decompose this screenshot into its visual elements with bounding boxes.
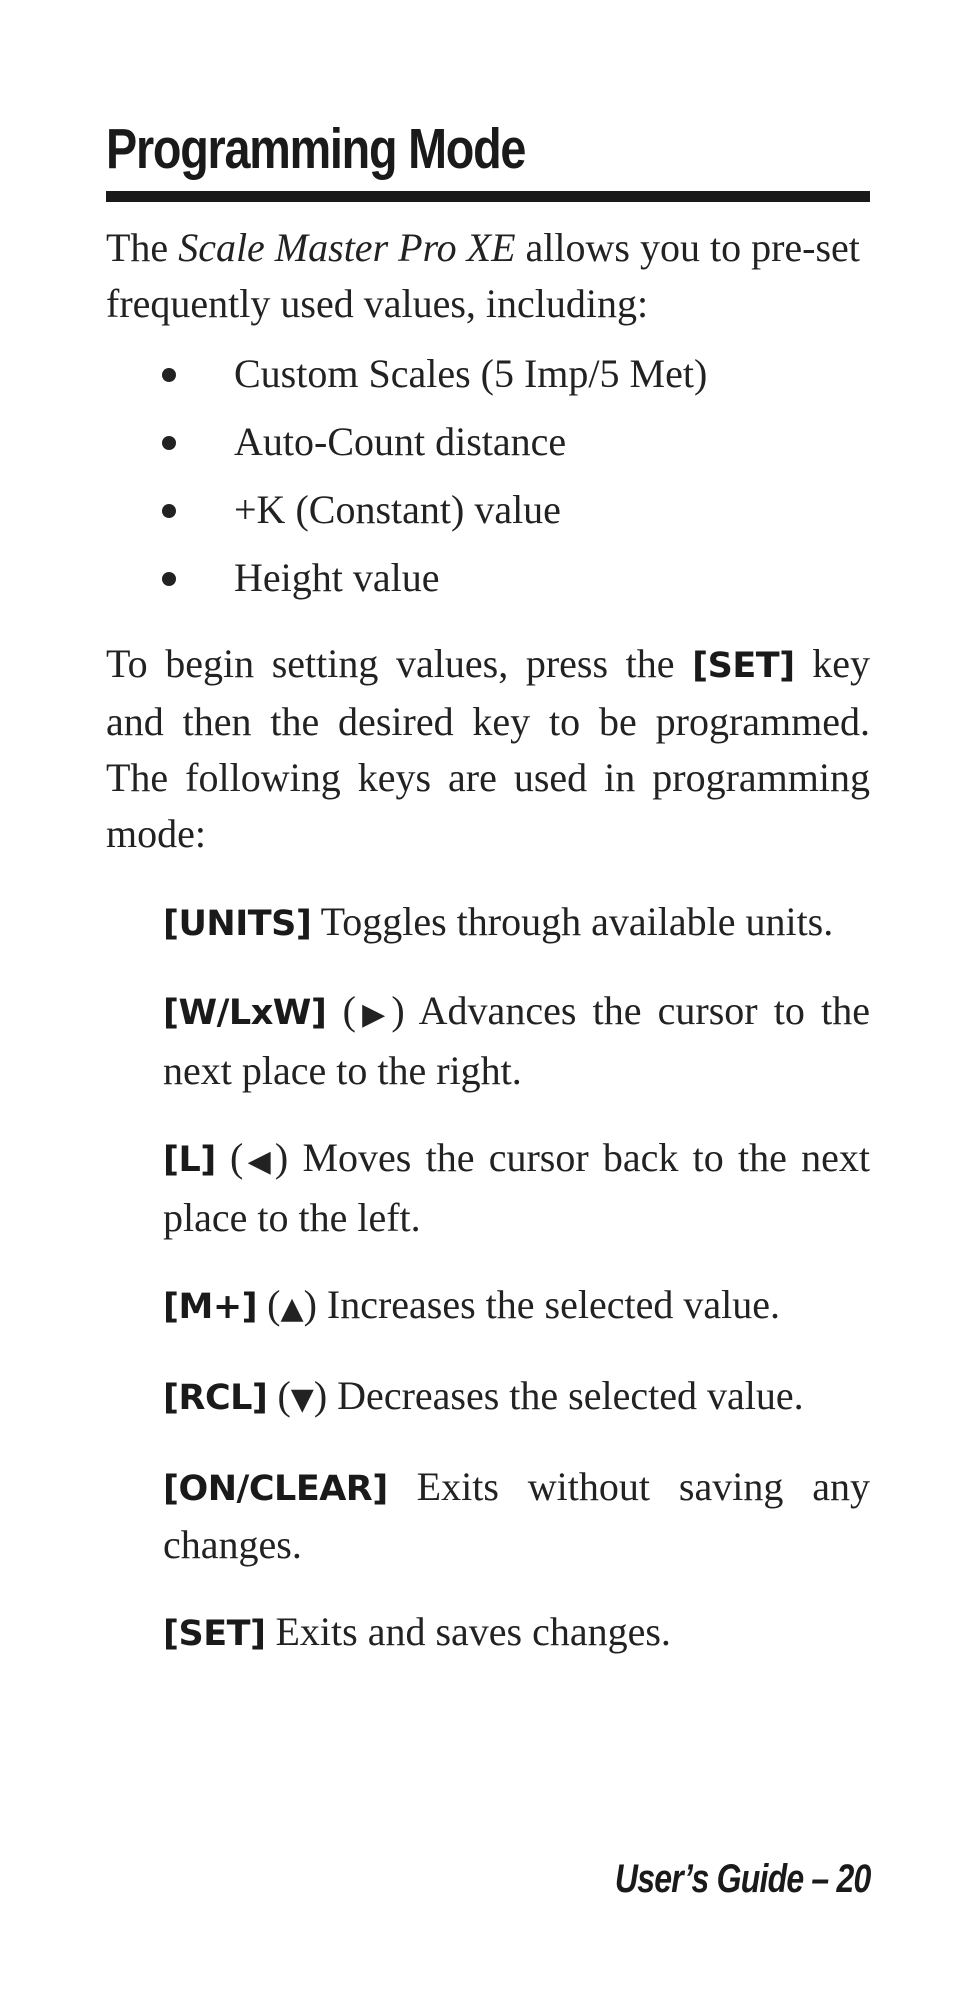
key-item-l: [L] (◀) Moves the cursor back to the next place to the left. <box>163 1134 870 1240</box>
list-item-text: Auto-Count distance <box>234 418 567 464</box>
list-item <box>106 340 870 408</box>
up-arrow-icon: ▲ <box>280 1290 304 1326</box>
instructions-suffix: key and then the desired key to be programmed. The following keys are used in programming mode: <box>106 640 870 856</box>
key-label: [L] <box>163 1139 216 1180</box>
bullet-icon <box>162 572 176 586</box>
key-description: Exits and saves changes. <box>275 1608 671 1654</box>
key-label: [ON/CLEAR] <box>163 1468 388 1509</box>
list-item-text: Custom Scales (5 Imp/5 Met) <box>234 350 708 396</box>
list-item-text: Height value <box>234 554 440 600</box>
key-label: [UNITS] <box>163 903 312 944</box>
intro-prefix: The <box>106 224 179 270</box>
left-arrow-icon: ◀ <box>243 1143 275 1179</box>
key-description: Moves the cursor back to the next place to the left. <box>163 1134 870 1240</box>
key-item-set <box>163 1604 870 1662</box>
title-rule <box>106 191 870 202</box>
down-arrow-icon: ▼ <box>290 1381 314 1417</box>
instructions-prefix: To begin setting values, press the <box>106 640 693 686</box>
page-content <box>106 118 870 1693</box>
key-item-units <box>163 894 870 952</box>
bullet-icon <box>162 368 176 382</box>
key-label: [RCL] <box>163 1377 268 1418</box>
preset-list <box>106 340 870 612</box>
page-title: Programming Mode <box>106 117 526 181</box>
key-description: Increases the selected value. <box>326 1281 780 1327</box>
key-descriptions <box>106 894 870 1662</box>
key-description: Decreases the selected value. <box>337 1372 804 1418</box>
key-item-wlxw: [W/LxW] (▶) Advances the cursor to the next place to the right. <box>163 987 870 1093</box>
key-label: [SET] <box>163 1613 266 1654</box>
bullet-icon <box>162 436 176 450</box>
list-item <box>106 476 870 544</box>
key-description: Advances the cursor to the next place to the right. <box>163 987 870 1093</box>
intro-paragraph <box>106 220 870 332</box>
list-item <box>106 408 870 476</box>
instructions-paragraph <box>106 636 870 862</box>
key-label: [M+] <box>163 1286 258 1327</box>
list-item-text: +K (Constant) value <box>234 486 561 532</box>
key-label: [W/LxW] <box>163 992 327 1033</box>
key-item-on-clear <box>163 1459 870 1573</box>
right-arrow-icon: ▶ <box>355 996 392 1032</box>
bullet-icon <box>162 504 176 518</box>
key-description: Exits without saving any changes. <box>163 1463 871 1567</box>
set-key-label: [SET] <box>692 645 795 686</box>
key-item-rcl: [RCL] (▼) Decreases the selected value. <box>163 1372 804 1418</box>
list-item <box>106 544 870 612</box>
product-name: Scale Master Pro XE <box>178 224 516 270</box>
intro-suffix: allows you to pre-set frequently used values, including: <box>106 224 860 326</box>
page-footer: User’s Guide – 20 <box>614 1857 870 1901</box>
key-description: Toggles through available units. <box>320 898 834 944</box>
key-item-mplus: [M+] (▲) Increases the selected value. <box>163 1281 780 1327</box>
